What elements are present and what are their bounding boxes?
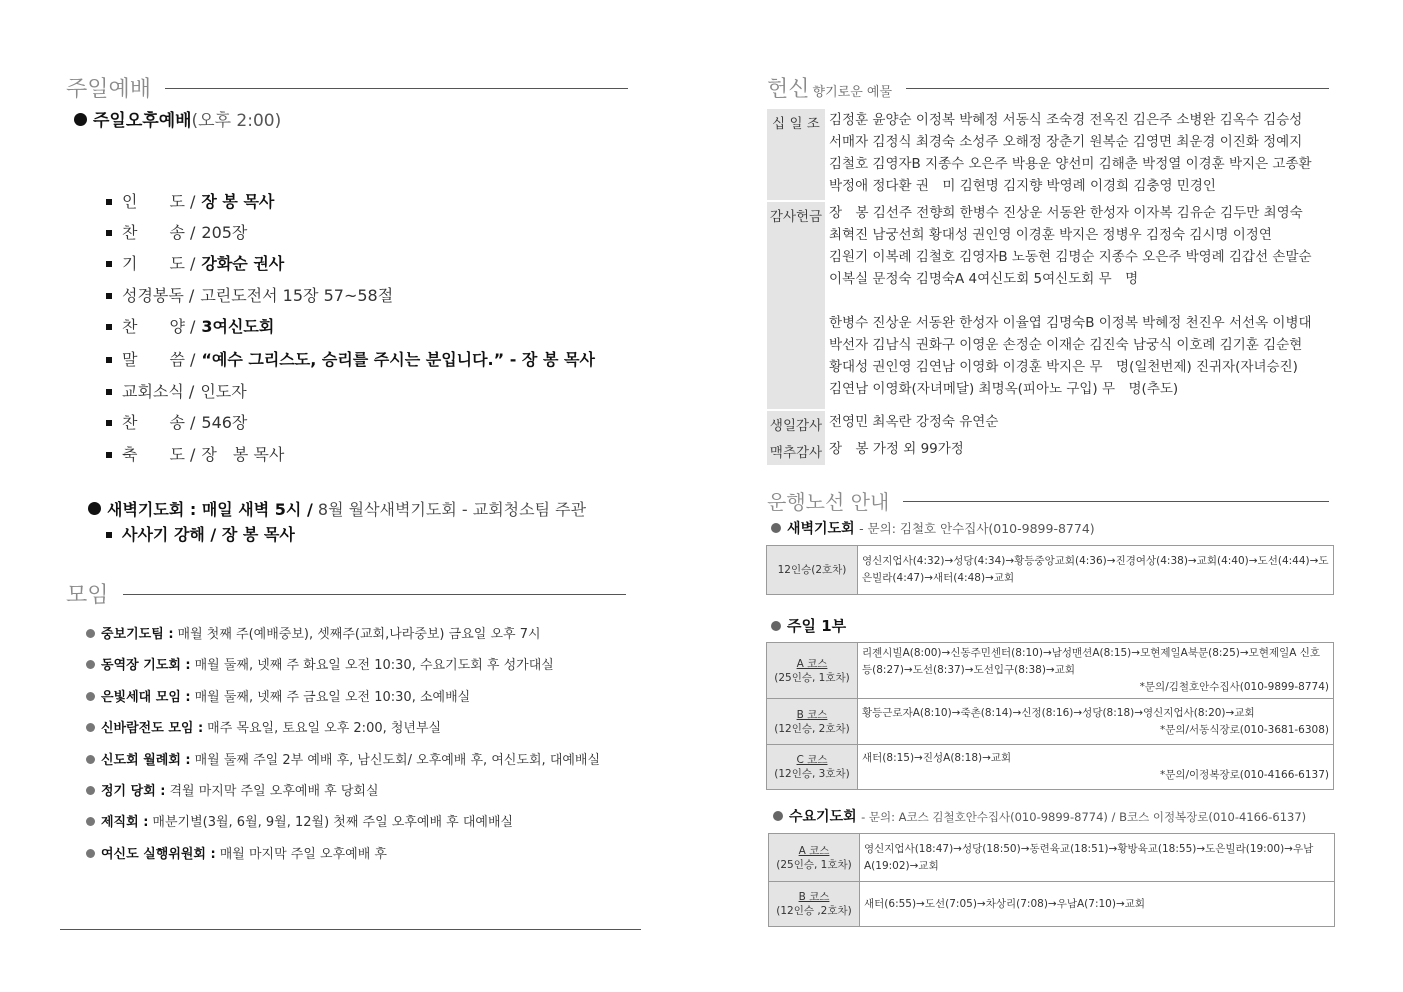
meeting-item <box>86 843 387 862</box>
table-row <box>767 546 1334 595</box>
order-item <box>106 379 247 402</box>
malt-names: 장 봉 가정 외 99가정 <box>829 441 964 457</box>
order-item <box>106 314 274 337</box>
divider <box>906 88 1329 89</box>
name-line: 김연남 이영화(자녀메달) 최명옥(피아노 구입) 무 명(추도) <box>829 381 1179 397</box>
dawn-bus-table <box>766 545 1334 595</box>
order-item-value: 강화순 권사 <box>201 254 285 273</box>
dawn-bus-label: 새벽기도회 <box>787 521 855 537</box>
bus-contact: *문의/서동식장로(010-3681-6308) <box>1159 723 1329 736</box>
name-line <box>829 290 1349 312</box>
offering-section-header <box>767 72 1329 103</box>
bullet-icon <box>86 817 95 826</box>
sunday1-bus-heading <box>771 615 846 636</box>
order-item <box>106 283 393 306</box>
order-item <box>106 410 247 433</box>
bus-car-info: (12인승 ,2호차) <box>776 905 852 917</box>
bus-course: A 코스 <box>798 844 830 857</box>
square-bullet-icon <box>106 261 112 267</box>
square-bullet-icon <box>106 199 112 205</box>
offering-title: 헌신 <box>767 77 810 102</box>
bus-course: C 코스 <box>796 754 828 766</box>
dawn-bus-heading <box>771 518 1095 538</box>
bus-car-cell <box>767 745 858 790</box>
meeting-name: 제직회 : <box>101 815 149 831</box>
bus-car-cell <box>767 699 858 745</box>
bus-route-cell <box>858 643 1334 699</box>
name-line: 김원기 이복례 김철호 김영자B 노동현 김명순 지종수 오은주 박영례 김갑선 손말순 <box>829 249 1312 265</box>
bus-contact: *문의/김철호안수집사(010-9899-8774) <box>1139 681 1329 693</box>
wednesday-bus-heading <box>773 806 1306 826</box>
tithe-label: 십 일 조 <box>767 109 825 200</box>
bullet-icon <box>86 849 95 858</box>
offering-subtitle: 향기로운 예물 <box>812 85 892 100</box>
order-item-value: 장 봉 목사 <box>201 445 285 464</box>
table-row <box>767 745 1334 790</box>
bullet-icon <box>86 660 95 669</box>
name-line: 김철호 김영자B 지종수 오은주 박용운 양선미 김해춘 박정열 이경훈 박지은 고종환 <box>829 156 1312 172</box>
thanks-label: 감사헌금 <box>767 202 825 409</box>
bullet-icon <box>86 755 95 764</box>
order-item-label: 성경봉독 / <box>122 286 195 305</box>
divider <box>123 594 626 595</box>
bus-course: B 코스 <box>798 891 830 903</box>
square-bullet-icon <box>106 420 112 426</box>
table-row <box>769 834 1335 882</box>
bus-route-cell <box>858 745 1334 790</box>
meeting-name: 신도회 월례회 : <box>101 752 191 768</box>
name-line: 한병수 진상운 서동완 한성자 이율엽 김명숙B 이정복 박혜정 천진우 서선옥 이병대 <box>829 315 1312 331</box>
meeting-item <box>86 780 379 799</box>
order-item-label: 말 씀 / <box>122 350 196 369</box>
bus-car-info: (25인승, 1호차) <box>776 858 852 871</box>
sunday1-bus-label: 주일 1부 <box>787 617 847 635</box>
bullet-icon <box>86 629 95 638</box>
meeting-name: 정기 당회 : <box>101 784 166 799</box>
meeting-desc: 매월 둘째, 넷째 주 금요일 오전 10:30, 소예배실 <box>194 689 471 705</box>
dawn-prayer-label: 새벽기도회 : 매일 새벽 5시 / <box>107 500 313 519</box>
bottom-divider <box>60 929 641 930</box>
bus-car-info: (12인승, 3호차) <box>774 768 850 780</box>
bus-route-cell <box>860 882 1335 927</box>
meeting-item <box>86 654 554 673</box>
wednesday-bus-table <box>768 833 1335 927</box>
sunday-pm-time: (오후 2:00) <box>191 111 282 131</box>
meeting-item <box>86 749 600 768</box>
bus-car-info: (12인승, 2호차) <box>774 722 850 735</box>
bullet-icon <box>86 723 95 732</box>
bus-contact: *문의/이정복장로(010-4166-6137) <box>1159 769 1329 781</box>
bus-section-header <box>767 486 1329 515</box>
bus-route: 황등근로자A(8:10)→죽촌(8:14)→신정(8:16)→성당(8:18)→영신지업사(8:20)→교회 <box>862 706 1255 719</box>
bus-car-info: (25인승, 1호차) <box>774 671 850 684</box>
order-item <box>106 251 284 274</box>
bus-route: 리젠시빌A(8:00)→신동주민센터(8:10)→남성맨션A(8:15)→모현제일A북문(8:25)→모현제일A 신호등(8:27)→도선(8:37)→도선입구(8:38)→교회 <box>862 647 1321 676</box>
meeting-name: 동역장 기도회 : <box>101 658 191 674</box>
meeting-item <box>86 686 470 705</box>
bus-route: 새터(8:15)→진성A(8:18)→교회 <box>862 752 1012 764</box>
sunday-pm-label: 주일오후예배 <box>93 111 192 131</box>
order-item-label: 찬 송 / <box>122 413 196 432</box>
order-item-value: 고린도전서 15장 57~58절 <box>200 286 394 305</box>
bus-route: 영신지업사(18:47)→성당(18:50)→동련육교(18:51)→황방육교(18:55)→도은빌라(19:00)→우남A(19:02)→교회 <box>864 842 1314 872</box>
worship-section-header <box>66 72 628 103</box>
bus-course: A 코스 <box>796 657 828 670</box>
order-item-label: 축 도 / <box>122 445 196 464</box>
table-row <box>769 882 1335 927</box>
order-item-value: 인도자 <box>200 382 247 401</box>
bus-route-cell <box>860 834 1335 882</box>
order-item-label: 기 도 / <box>122 254 196 273</box>
name-line: 이복실 문정숙 김명숙A 4여신도회 5여신도회 무 명 <box>829 271 1139 287</box>
meeting-name: 여신도 실행위원회 : <box>101 846 216 862</box>
order-item-label: 찬 양 / <box>122 317 196 336</box>
meeting-name: 중보기도팀 : <box>101 627 174 642</box>
dawn-prayer-detail: 8월 월삭새벽기도회 - 교회청소팀 주관 <box>317 500 587 519</box>
sunday1-bus-table <box>766 642 1334 790</box>
bus-car-cell <box>769 834 860 882</box>
dawn-prayer-sub <box>106 522 295 545</box>
malt-label: 맥추감사 <box>767 438 825 465</box>
meeting-desc: 매월 둘째, 넷째 주 화요일 오전 10:30, 수요기도회 후 성가대실 <box>194 658 554 674</box>
meeting-item <box>86 717 441 736</box>
bullet-icon <box>74 113 87 126</box>
divider <box>165 88 628 89</box>
name-line: 박선자 김남식 권화구 이영운 손정순 이재순 김진숙 남궁식 이호례 김기훈 김순현 <box>829 337 1303 353</box>
bus-route-cell <box>858 699 1334 745</box>
dawn-prayer-heading <box>88 497 586 520</box>
name-line: 황대성 권인영 김연남 이영화 이경훈 박지은 무 명(일천번제) 진귀자(자녀승진) <box>829 359 1298 375</box>
meeting-desc: 매월 둘째 주일 2부 예배 후, 남신도회/ 오후예배 후, 여신도회, 대예배실 <box>194 752 601 768</box>
bullet-icon <box>771 621 781 631</box>
bus-course: B 코스 <box>796 708 828 721</box>
order-item <box>106 347 595 370</box>
thanks-names <box>829 202 1349 400</box>
divider <box>903 501 1329 502</box>
dawn-prayer-sub-text: 사사기 강해 / 장 봉 목사 <box>122 525 295 544</box>
birthday-label: 생일감사 <box>767 411 825 438</box>
name-line: 서매자 김정식 최경숙 소성주 오해정 장춘기 원복순 김영면 최운경 이진화 정예지 <box>829 134 1303 150</box>
square-bullet-icon <box>106 357 112 363</box>
order-item-value: 546장 <box>201 413 248 432</box>
meeting-name: 은빛세대 모임 : <box>101 689 191 705</box>
name-line: 장 봉 김선주 전향희 한병수 진상운 서동완 한성자 이자복 김유순 김두만 최영숙 <box>829 205 1303 221</box>
dawn-bus-note: - 문의: 김철호 안수집사(010-9899-8774) <box>859 521 1095 536</box>
order-item-value: 3여신도회 <box>201 317 275 336</box>
meeting-desc: 매분기별(3월, 6월, 9월, 12월) 첫째 주일 오후예배 후 대예배실 <box>152 815 514 831</box>
tithe-names <box>829 109 1349 197</box>
name-line: 김정훈 윤양순 이정복 박혜정 서동식 조숙경 전옥진 김은주 소병완 김옥수 김승성 <box>829 112 1303 128</box>
order-item <box>106 220 247 243</box>
wednesday-bus-label: 수요기도회 <box>789 809 857 825</box>
meeting-desc: 매월 첫째 주(예배중보), 셋째주(교회,나라중보) 금요일 오후 7시 <box>177 627 541 642</box>
order-item-label: 인 도 / <box>122 192 196 211</box>
square-bullet-icon <box>106 230 112 236</box>
bus-title: 운행노선 안내 <box>767 490 890 514</box>
bus-car-cell: 12인승(2호차) <box>767 546 858 595</box>
name-line: 최혁진 남궁선희 황대성 권인영 이경훈 박지은 정병우 김정숙 김시명 이정연 <box>829 227 1272 243</box>
order-item-value: 장 봉 목사 <box>201 192 275 211</box>
square-bullet-icon <box>106 324 112 330</box>
bus-car-cell <box>769 882 860 927</box>
bus-route: 새터(6:55)→도선(7:05)→차상리(7:08)→우남A(7:10)→교회 <box>864 897 1146 910</box>
bullet-icon <box>88 502 101 515</box>
meeting-item <box>86 811 513 830</box>
square-bullet-icon <box>106 532 112 538</box>
order-item <box>106 442 284 465</box>
meeting-name: 신바람전도 모임 : <box>101 721 204 737</box>
wednesday-bus-note: - 문의: A코스 김철호안수집사(010-9899-8774) / B코스 이정복장로(010-4166-6137) <box>861 810 1307 824</box>
meeting-desc: 매월 마지막 주일 오후예배 후 <box>219 846 387 862</box>
bullet-icon <box>86 786 95 795</box>
bullet-icon <box>771 523 781 533</box>
sunday-pm-heading <box>74 106 281 131</box>
order-item-label: 찬 송 / <box>122 223 196 242</box>
bus-route-cell: 영신지업사(4:32)→성당(4:34)→황등중앙교회(4:36)→진경여상(4:38)→교회(4:40)→도선(4:44)→도은빌라(4:47)→새터(4:48)→교회 <box>858 546 1334 595</box>
bus-car-cell <box>767 643 858 699</box>
table-row <box>767 699 1334 745</box>
meeting-desc: 매주 목요일, 토요일 오후 2:00, 청년부실 <box>207 721 442 737</box>
name-line: 박정애 정다환 권 미 김현명 김지향 박영례 이경희 김충영 민경인 <box>829 178 1216 194</box>
worship-title: 주일예배 <box>66 77 152 102</box>
birthday-names: 전영민 최옥란 강정숙 유연순 <box>829 414 999 430</box>
order-item <box>106 189 274 212</box>
meeting-desc: 격월 마지막 주일 오후예배 후 당회실 <box>169 784 379 799</box>
order-item-value: “예수 그리스도, 승리를 주시는 분입니다.” - 장 봉 목사 <box>201 350 595 369</box>
bullet-icon <box>86 692 95 701</box>
square-bullet-icon <box>106 293 112 299</box>
table-row <box>767 643 1334 699</box>
square-bullet-icon <box>106 389 112 395</box>
square-bullet-icon <box>106 452 112 458</box>
bullet-icon <box>773 811 783 821</box>
meeting-item <box>86 623 541 642</box>
meetings-title: 모임 <box>66 583 109 608</box>
order-item-label: 교회소식 / <box>122 382 195 401</box>
meetings-section-header <box>66 578 626 609</box>
order-item-value: 205장 <box>201 223 248 242</box>
